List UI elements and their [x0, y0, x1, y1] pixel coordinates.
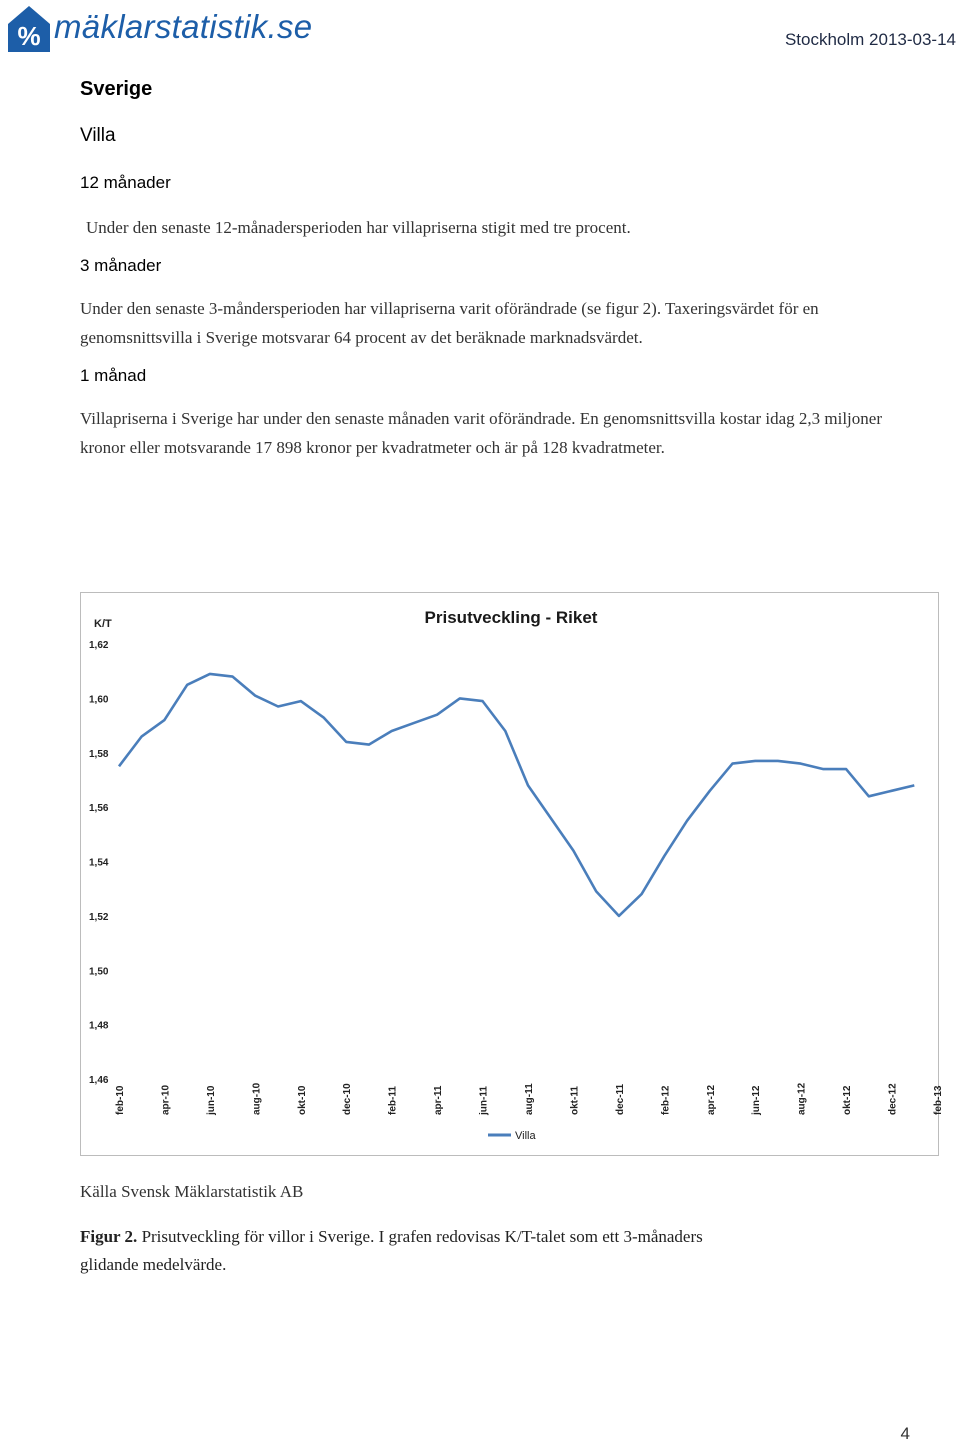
x-tick-label: jun-12	[751, 1085, 763, 1115]
series-layer	[119, 674, 914, 916]
type-heading: Villa	[80, 125, 116, 146]
x-axis	[115, 1082, 944, 1116]
section-heading-12m: 12 månader	[80, 173, 171, 192]
logo-text: mäklarstatistik.se	[54, 8, 313, 45]
x-tick-label: dec-12	[887, 1083, 899, 1115]
chart-title: Prisutveckling - Riket	[424, 608, 598, 627]
section-heading-1m: 1 månad	[80, 366, 147, 385]
x-tick-label: aug-10	[251, 1082, 263, 1115]
y-tick-label: 1,46	[89, 1075, 109, 1086]
chart-source: Källa Svensk Mäklarstatistik AB	[80, 1182, 304, 1201]
figure-caption	[80, 1223, 720, 1279]
y-tick-label: 1,56	[89, 803, 109, 815]
x-tick-label: okt-10	[296, 1085, 308, 1115]
section-text-1m: Villapriserna i Sverige har under den senaste månaden varit oförändrade. En genomsnittsvilla kostar idag 2,3 miljoner kronor eller motsvarande 17 898 kronor per kvadratmeter och är på 128 kvadratmeter.	[80, 409, 882, 457]
x-tick-label: okt-12	[842, 1085, 854, 1115]
price-chart	[80, 592, 944, 1156]
chart-ylabel: K/T	[94, 618, 112, 630]
chart-legend	[488, 1130, 536, 1142]
region-heading: Sverige	[80, 78, 153, 100]
x-tick-label: dec-11	[614, 1083, 626, 1115]
x-tick-label: aug-11	[524, 1083, 535, 1115]
x-tick-label: okt-11	[569, 1086, 581, 1115]
x-tick-label: aug-12	[796, 1082, 808, 1115]
caption-text: Prisutveckling för villor i Sverige. I grafen redovisas K/T-talet som ett 3-månaders glidande medelvärde.	[80, 1227, 703, 1274]
y-tick-label: 1,54	[89, 857, 109, 869]
section-text-3m: Under den senaste 3-måndersperioden har villapriserna varit oförändrade (se figur 2). Taxeringsvärdet för en genomsnittsvilla i Sverige motsvarar 64 procent av det beräknade marknadsvärdet.	[80, 299, 819, 347]
logo-symbol: %	[17, 21, 41, 51]
x-tick-label: dec-10	[342, 1083, 354, 1115]
y-tick-label: 1,50	[89, 966, 109, 978]
page-number: 4	[900, 1424, 910, 1443]
x-tick-label: feb-13	[933, 1085, 944, 1115]
y-tick-label: 1,58	[89, 748, 109, 760]
x-tick-label: feb-11	[387, 1086, 399, 1115]
y-tick-label: 1,48	[89, 1020, 109, 1032]
percent-house-icon	[6, 4, 52, 54]
series-line-villa	[119, 674, 914, 916]
x-tick-label: apr-12	[705, 1084, 717, 1115]
x-tick-label: feb-10	[115, 1085, 126, 1115]
x-tick-label: apr-11	[433, 1085, 445, 1115]
legend-label-villa: Villa	[515, 1130, 536, 1142]
y-tick-label: 1,60	[89, 694, 109, 706]
x-tick-label: apr-10	[160, 1084, 172, 1115]
section-heading-3m: 3 månader	[80, 256, 162, 275]
report-content	[80, 74, 920, 462]
site-logo	[6, 4, 326, 56]
x-tick-label: jun-11	[478, 1086, 490, 1115]
section-text-12m: Under den senaste 12-månadersperioden har villapriserna stigit med tre procent.	[86, 218, 631, 237]
y-tick-label: 1,62	[89, 640, 109, 651]
y-tick-label: 1,52	[89, 911, 109, 923]
y-axis	[89, 640, 109, 1086]
x-tick-label: feb-12	[660, 1085, 672, 1115]
price-chart-svg	[81, 593, 944, 1155]
report-date: Stockholm 2013-03-14	[784, 30, 956, 49]
caption-label: Figur 2.	[80, 1227, 138, 1246]
x-tick-label: jun-10	[205, 1085, 217, 1115]
